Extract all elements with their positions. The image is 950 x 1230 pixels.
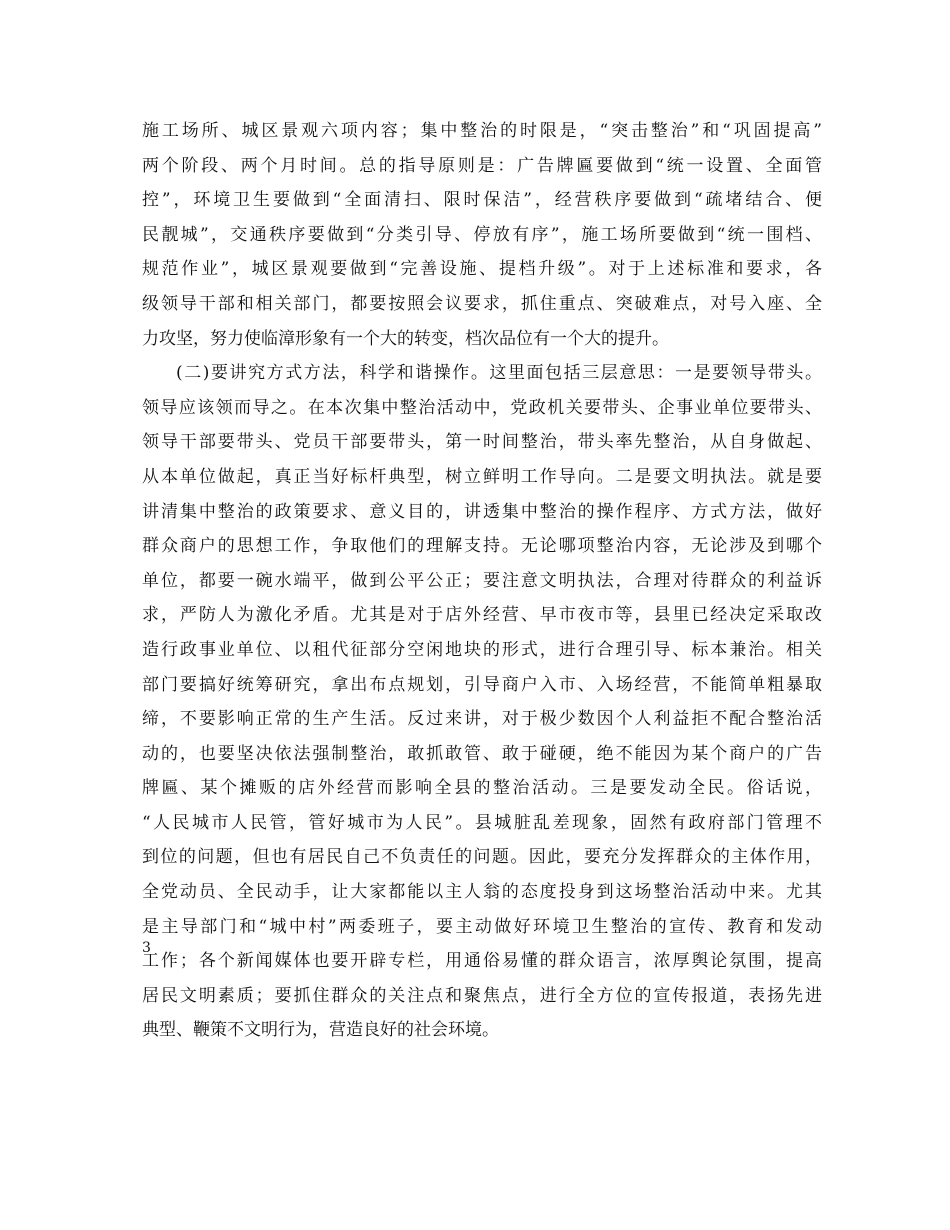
text-line: 典型、鞭策不文明行为，营造良好的社会环境。 — [142, 1020, 499, 1041]
body-text — [142, 114, 822, 1048]
text-line: 群众商户的思想工作，争取他们的理解支持。无论哪项整治内容，无论涉及到哪个 — [142, 536, 822, 557]
text-line: 从本单位做起，真正当好标杆典型，树立鲜明工作导向。二是要文明执法。就是要 — [142, 466, 822, 487]
text-line: 施工场所、城区景观六项内容；集中整治的时限是，“突击整治”和“巩固提高” — [142, 121, 822, 141]
text-line: 讲清集中整治的政策要求、意义目的，讲透集中整治的操作程序、方式方法，做好 — [142, 501, 822, 522]
text-line: (二)要讲究方式方法，科学和谐操作。这里面包括三层意思：一是要领导带头。 — [176, 363, 822, 384]
text-line: 级领导干部和相关部门，都要按照会议要求，抓住重点、突破难点，对号入座、全 — [142, 293, 822, 314]
text-line: 居民文明素质；要抓住群众的关注点和聚焦点，进行全方位的宣传报道，表扬先进 — [142, 985, 822, 1006]
text-line: 控”，环境卫生要做到“全面清扫、限时保洁”，经营秩序要做到“疏堵结合、便 — [142, 190, 822, 211]
text-line: 是主导部门和“城中村”两委班子，要主动做好环境卫生整治的宣传、教育和发动 — [142, 916, 822, 937]
text-line: 两个阶段、两个月时间。总的指导原则是：广告牌匾要做到“统一设置、全面管 — [142, 155, 822, 176]
text-line: 单位，都要一碗水端平，做到公平公正；要注意文明执法，合理对待群众的利益诉 — [142, 570, 822, 591]
page-number: 3 — [142, 940, 151, 956]
text-line: 领导应该领而导之。在本次集中整治活动中，党政机关要带头、企事业单位要带头、 — [142, 397, 822, 418]
text-line: 民靓城”，交通秩序要做到“分类引导、停放有序”，施工场所要做到“统一围档、 — [142, 224, 822, 245]
text-line: 工作；各个新闻媒体也要开辟专栏，用通俗易懂的群众语言，浓厚舆论氛围，提高 — [142, 951, 822, 972]
text-line: 求，严防人为激化矛盾。尤其是对于店外经营、早市夜市等，县里已经决定采取改 — [142, 605, 822, 626]
paragraph-2 — [142, 356, 822, 1048]
text-line: “人民城市人民管，管好城市为人民”。县城脏乱差现象，固然有政府部门管理不 — [142, 812, 822, 833]
text-line: 部门要搞好统筹研究，拿出布点规划，引导商户入市、入场经营，不能简单粗暴取 — [142, 674, 822, 695]
text-line: 牌匾、某个摊贩的店外经营而影响全县的整治活动。三是要发动全民。俗话说， — [142, 778, 822, 799]
text-line: 领导干部要带头、党员干部要带头，第一时间整治，带头率先整治，从自身做起、 — [142, 432, 822, 453]
text-line: 动的，也要坚决依法强制整治，敢抓敢管、敢于碰硬，绝不能因为某个商户的广告 — [142, 743, 822, 764]
text-line: 缔，不要影响正常的生产生活。反过来讲，对于极少数因个人利益拒不配合整治活 — [142, 709, 822, 730]
text-line: 力攻坚，努力使临漳形象有一个大的转变，档次品位有一个大的提升。 — [142, 328, 669, 349]
text-line: 全党动员、全民动手，让大家都能以主人翁的态度投身到这场整治活动中来。尤其 — [142, 882, 822, 903]
paragraph-1 — [142, 114, 822, 356]
text-line: 规范作业”，城区景观要做到“完善设施、提档升级”。对于上述标准和要求，各 — [142, 259, 822, 280]
text-line: 造行政事业单位、以租代征部分空闲地块的形式，进行合理引导、标本兼治。相关 — [142, 639, 822, 660]
text-line: 到位的问题，但也有居民自己不负责任的问题。因此，要充分发挥群众的主体作用， — [142, 847, 822, 868]
